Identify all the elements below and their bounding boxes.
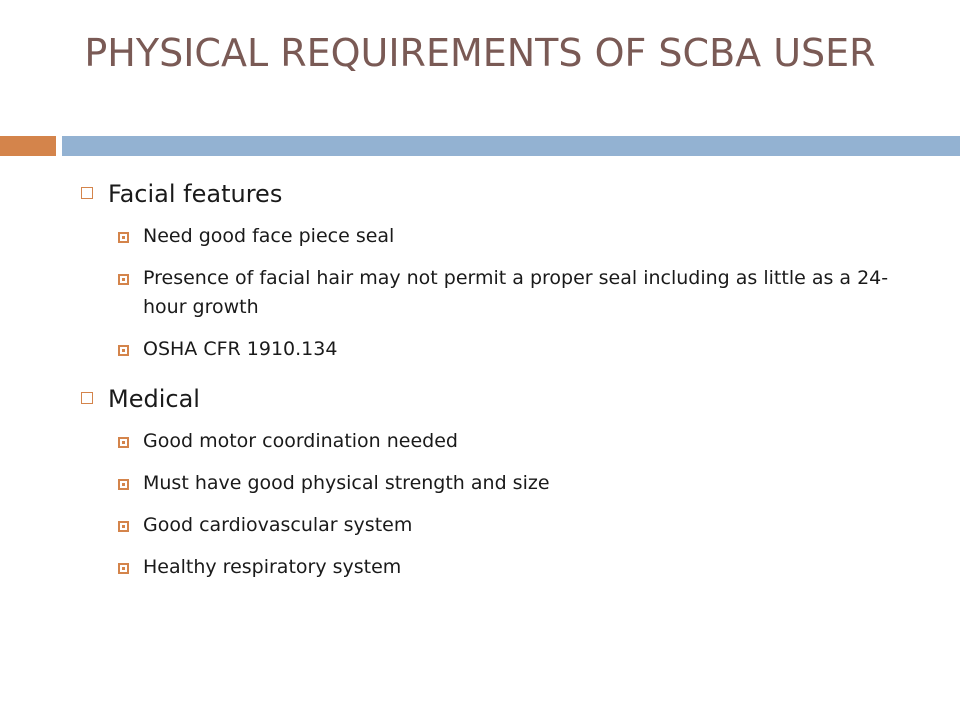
- slide-title: PHYSICAL REQUIREMENTS OF SCBA USER: [84, 31, 876, 75]
- list-item-text: Good cardiovascular system: [143, 514, 413, 536]
- facial-features-list: [76, 222, 916, 364]
- list-item: [76, 511, 916, 540]
- square-bullet-icon: [118, 521, 129, 532]
- list-item-text: Need good face piece seal: [143, 225, 395, 247]
- slide-body: [76, 172, 916, 595]
- list-item-text: Must have good physical strength and size: [143, 472, 550, 494]
- square-bullet-icon: [118, 345, 129, 356]
- list-item: [76, 427, 916, 456]
- accent-bar-orange: [0, 136, 56, 156]
- list-item: [76, 469, 916, 498]
- list-item: [76, 553, 916, 582]
- square-bullet-icon: [118, 232, 129, 243]
- square-bullet-icon: [81, 187, 93, 199]
- list-item-text: Presence of facial hair may not permit a proper seal including as little as a 24-hour growth: [143, 267, 889, 318]
- square-bullet-icon: [118, 437, 129, 448]
- square-bullet-icon: [81, 392, 93, 404]
- list-item-text: Healthy respiratory system: [143, 556, 402, 578]
- square-bullet-icon: [118, 479, 129, 490]
- list-item: [76, 264, 916, 322]
- accent-bar-blue: [62, 136, 960, 156]
- square-bullet-icon: [118, 274, 129, 285]
- section-heading-facial-features: [76, 172, 916, 216]
- list-item-text: Good motor coordination needed: [143, 430, 458, 452]
- list-item: [76, 222, 916, 251]
- list-item-text: OSHA CFR 1910.134: [143, 338, 338, 360]
- section-heading-label: Facial features: [108, 180, 283, 208]
- square-bullet-icon: [118, 563, 129, 574]
- section-heading-medical: [76, 377, 916, 421]
- section-heading-label: Medical: [108, 385, 200, 413]
- list-item: [76, 335, 916, 364]
- medical-list: [76, 427, 916, 582]
